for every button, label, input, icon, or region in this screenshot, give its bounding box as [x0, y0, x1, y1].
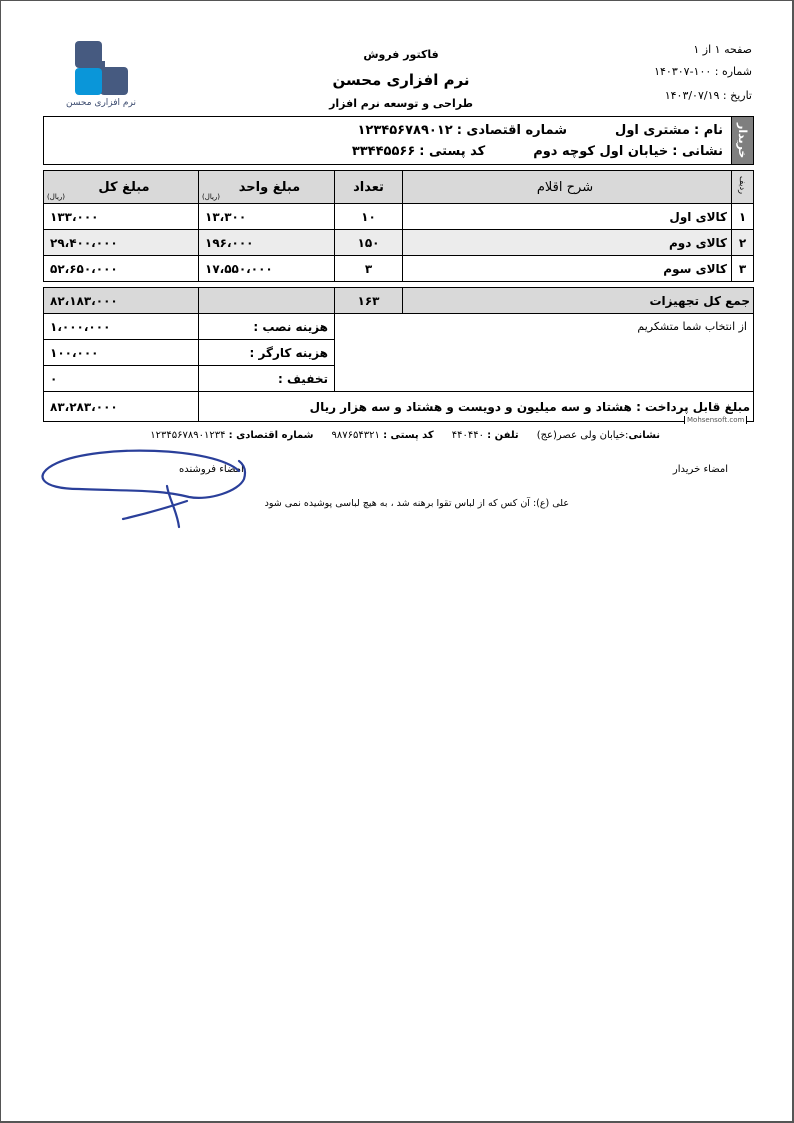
document-type: فاکتور فروش	[363, 48, 439, 61]
buyer-name-label: نام :	[693, 123, 723, 138]
discount-value: ۰	[44, 366, 199, 392]
buyer-line-name	[353, 123, 723, 138]
payable-value: ۸۳،۲۸۳،۰۰۰	[44, 392, 199, 422]
seller-economic-value: ۱۲۳۴۵۶۷۸۹۰۱۲۳۴	[150, 430, 226, 441]
seller-economic-label: شماره اقتصادی :	[228, 430, 314, 441]
totals-table	[43, 287, 754, 422]
discount-label: تخفیف :	[199, 366, 335, 392]
invoice-number-value: ۱۰۰-۱۴۰۳۰۷	[654, 65, 712, 78]
thank-you-note: از انتخاب شما متشکریم	[335, 314, 754, 392]
invoice-number	[552, 65, 752, 78]
row-description: کالای سوم	[403, 256, 732, 282]
seller-phone-label: تلفن :	[487, 430, 519, 441]
seller-phone-value: ۴۴۰۴۴۰	[451, 430, 484, 441]
row-unit-price: ۱۹۶،۰۰۰	[199, 230, 335, 256]
buyer-economic-label: شماره اقتصادی :	[456, 123, 568, 138]
watermark: Mohsensoft.com	[684, 416, 747, 424]
invoice-number-label: شماره :	[714, 65, 752, 78]
invoice-date	[552, 89, 752, 102]
company-logo-icon	[73, 41, 131, 99]
installation-row	[44, 314, 754, 340]
header-index: ردیف	[732, 171, 754, 204]
seller-address-value: :خیابان ولی عصر(عج)	[536, 430, 629, 441]
currency-note: (ریال)	[202, 193, 221, 201]
company-name: نرم افزاری محسن	[332, 71, 470, 89]
row-unit-price: ۱۷،۵۵۰،۰۰۰	[199, 256, 335, 282]
header-quantity: تعداد	[335, 171, 403, 204]
seller-info	[150, 430, 660, 441]
buyer-tag: خریدار	[731, 117, 753, 164]
seller-postal-label: کد پستی :	[383, 430, 434, 441]
seller-signature-label: امضاء فروشنده	[179, 464, 244, 475]
row-index: ۳	[732, 256, 754, 282]
buyer-signature-label: امضاء خریدار	[672, 464, 728, 475]
labor-value: ۱۰۰،۰۰۰	[44, 340, 199, 366]
page-info: صفحه ۱ از ۱	[693, 43, 752, 56]
buyer-box	[43, 116, 754, 165]
row-index: ۱	[732, 204, 754, 230]
row-description: کالای دوم	[403, 230, 732, 256]
installation-label: هزینه نصب :	[199, 314, 335, 340]
row-index: ۲	[732, 230, 754, 256]
payable-label: مبلغ قابل پرداخت :	[636, 399, 750, 414]
header-description: شرح اقلام	[403, 171, 732, 204]
payable-text	[199, 392, 754, 422]
row-description: کالای اول	[403, 204, 732, 230]
buyer-address-value: خیابان اول کوچه دوم	[533, 144, 669, 159]
items-table	[43, 170, 754, 282]
row-total-price: ۵۲،۶۵۰،۰۰۰	[44, 256, 199, 282]
buyer-postal-label: کد پستی :	[419, 144, 486, 159]
header-unit-price: مبلغ واحد (ریال)	[199, 171, 335, 204]
table-row	[44, 256, 754, 282]
seller-signature-icon	[39, 449, 249, 534]
quote-text: علی (ع): آن کس که از لباس تقوا برهنه شد ، به هیچ لباسی پوشیده نمی شود	[264, 498, 569, 509]
sum-quantity: ۱۶۳	[335, 288, 403, 314]
buyer-postal-value: ۳۳۴۴۵۵۶۶	[351, 144, 416, 159]
table-row	[44, 204, 754, 230]
row-total-price: ۱۳۳،۰۰۰	[44, 204, 199, 230]
currency-note: (ریال)	[47, 193, 66, 201]
row-total-price: ۲۹،۴۰۰،۰۰۰	[44, 230, 199, 256]
invoice-date-label: تاریخ :	[722, 89, 752, 102]
seller-postal-value: ۹۸۷۶۵۴۳۲۱	[331, 430, 380, 441]
header-total-price: مبلغ کل (ریال)	[44, 171, 199, 204]
sum-empty	[199, 288, 335, 314]
logo-text: نرم افزاری محسن	[66, 98, 136, 108]
payable-words: هشتاد و سه میلیون و دویست و هشتاد و سه هزار ریال	[309, 399, 632, 414]
sum-label: جمع کل تجهیزات	[403, 288, 754, 314]
row-unit-price: ۱۳،۳۰۰	[199, 204, 335, 230]
payable-row	[44, 392, 754, 422]
sum-row	[44, 288, 754, 314]
buyer-economic-value: ۱۲۳۴۵۶۷۸۹۰۱۲	[357, 123, 453, 138]
row-quantity: ۱۰	[335, 204, 403, 230]
seller-address-label: نشانی	[628, 430, 660, 441]
buyer-line-address	[348, 144, 723, 159]
buyer-name-value: مشتری اول	[615, 123, 690, 138]
row-quantity: ۱۵۰	[335, 230, 403, 256]
labor-label: هزینه کارگر :	[199, 340, 335, 366]
company-tagline: طراحی و توسعه نرم افزار	[329, 97, 473, 110]
row-quantity: ۳	[335, 256, 403, 282]
invoice-date-value: ۱۴۰۳/۰۷/۱۹	[664, 89, 720, 102]
table-row	[44, 230, 754, 256]
installation-value: ۱،۰۰۰،۰۰۰	[44, 314, 199, 340]
sum-total: ۸۲،۱۸۳،۰۰۰	[44, 288, 199, 314]
buyer-address-label: نشانی :	[672, 144, 723, 159]
items-header-row	[44, 171, 754, 204]
